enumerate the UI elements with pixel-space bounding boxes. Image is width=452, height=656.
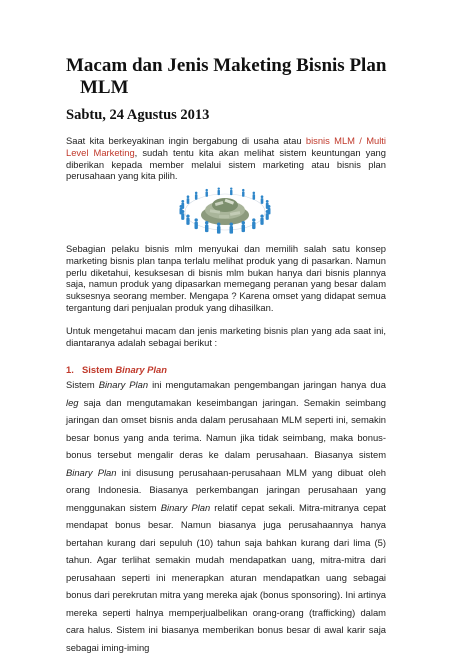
body-text-4: ini disusung perusahaan-perusahaan MLM yang dibuat oleh orang Indonesia. Biasanya perkembangan jaringan perusahaan yang menggunakan sistem bbox=[66, 466, 386, 513]
body-text-5: relatif cepat sekali. Mitra-mitranya cepat mendapat bonus besar. Namun biasanya juga perusahaannya hanya bertahan kurang dari sepuluh (10) tahun saja bahkan kurang dari lima (5) tahun. Agar terlihat semakin mudah mendapatkan uang, mitra-mitra dari perusahaan seperti ini menerapkan aturan mendapatkan uang sebagai bonus dari perekrutan mitra yang mereka ajak (bonus sponsoring). Ini artinya mereka seperti halnya memperjualbelikan orang-orang (trafficking) dalam cara halus. Sistem ini biasanya memberikan bonus besar di awal karir saja sebagai iming-iming bbox=[66, 501, 386, 653]
person-figure bbox=[186, 215, 189, 225]
page-title bbox=[66, 55, 406, 99]
title-line-2: MLM bbox=[80, 77, 129, 98]
person-figure bbox=[242, 221, 245, 232]
mlm-link[interactable]: bisnis MLM / Multi Level Marketing bbox=[66, 135, 386, 158]
paragraph-intro bbox=[66, 135, 386, 182]
person-figure bbox=[266, 210, 269, 220]
person-figure bbox=[181, 200, 184, 209]
person-figure bbox=[205, 189, 207, 197]
body-text-3: saja dan mengutamakan keseimbangan jaringan. Semakin seimbang jaringan dan omset bisnis anda dalam perusahaan MLM seperti ini, semakin besar bonus yang anda terima. Namun jika tidak seimbang, maka bonus-bonus tersebut mengalir deras ke dalam perusahaan. Biasanya sistem bbox=[66, 396, 386, 460]
body-italic-4: Binary Plan bbox=[160, 501, 211, 513]
person-figure bbox=[260, 215, 263, 225]
intro-text-after: , sudah tentu kita akan melihat sistem keuntungan yang diberikan kepada member melalui sistem marketing atau bisnis plan perusahaan yang kita pilih. bbox=[66, 146, 386, 182]
person-figure bbox=[230, 187, 232, 195]
people-circle-around-money-icon bbox=[175, 182, 275, 237]
person-figure bbox=[195, 192, 198, 200]
section-number: 1. bbox=[66, 364, 74, 375]
body-italic-3: Binary Plan bbox=[66, 466, 117, 478]
person-figure bbox=[252, 218, 255, 229]
person-figure bbox=[217, 222, 221, 233]
paragraph-3: Untuk mengetahui macam dan jenis marketing bisnis plan yang ada saat ini, diantaranya adalah sebagai berikut : bbox=[66, 325, 386, 348]
person-figure bbox=[242, 189, 244, 197]
section-prefix: Sistem bbox=[82, 364, 116, 375]
person-figure bbox=[230, 222, 234, 233]
person-figure bbox=[194, 218, 197, 229]
person-figure bbox=[261, 195, 264, 203]
post-date: Sabtu, 24 Agustus 2013 bbox=[66, 107, 210, 123]
body-italic-2: leg bbox=[66, 396, 79, 408]
body-text-2: ini mengutamakan pengembangan jaringan hanya dua bbox=[148, 379, 386, 390]
title-line-1: Macam dan Jenis Maketing Bisnis Plan bbox=[66, 55, 387, 76]
person-figure bbox=[205, 221, 208, 232]
section-heading-binary-plan bbox=[66, 364, 167, 375]
person-figure bbox=[266, 200, 269, 209]
paragraph-2: Sebagian pelaku bisnis mlm menyukai dan memilih salah satu konsep marketing bisnis plan tanpa terlalu melihat produk yang di pasarkan. Namun perlu diketahui, kesuksesan di bisnis mlm bukan hanya dari bisnis plannya saja, namun produk yang dipasarkan memegang peranan yang besar dalam suksesnya seorang member. Mengapa ? Karena omset yang didapat semua tergantung dari penjualan produk yang dihasilkan. bbox=[66, 243, 386, 313]
intro-text-before: Saat kita berkeyakinan ingin bergabung di usaha atau bbox=[66, 135, 306, 146]
body-italic-1: Binary Plan bbox=[98, 379, 149, 390]
section-body bbox=[66, 376, 386, 656]
body-text-1: Sistem bbox=[66, 379, 99, 390]
money-pile bbox=[201, 198, 249, 225]
person-figure bbox=[253, 192, 256, 200]
person-figure bbox=[187, 195, 190, 203]
person-figure bbox=[218, 187, 220, 195]
section-italic: Binary Plan bbox=[115, 364, 167, 375]
